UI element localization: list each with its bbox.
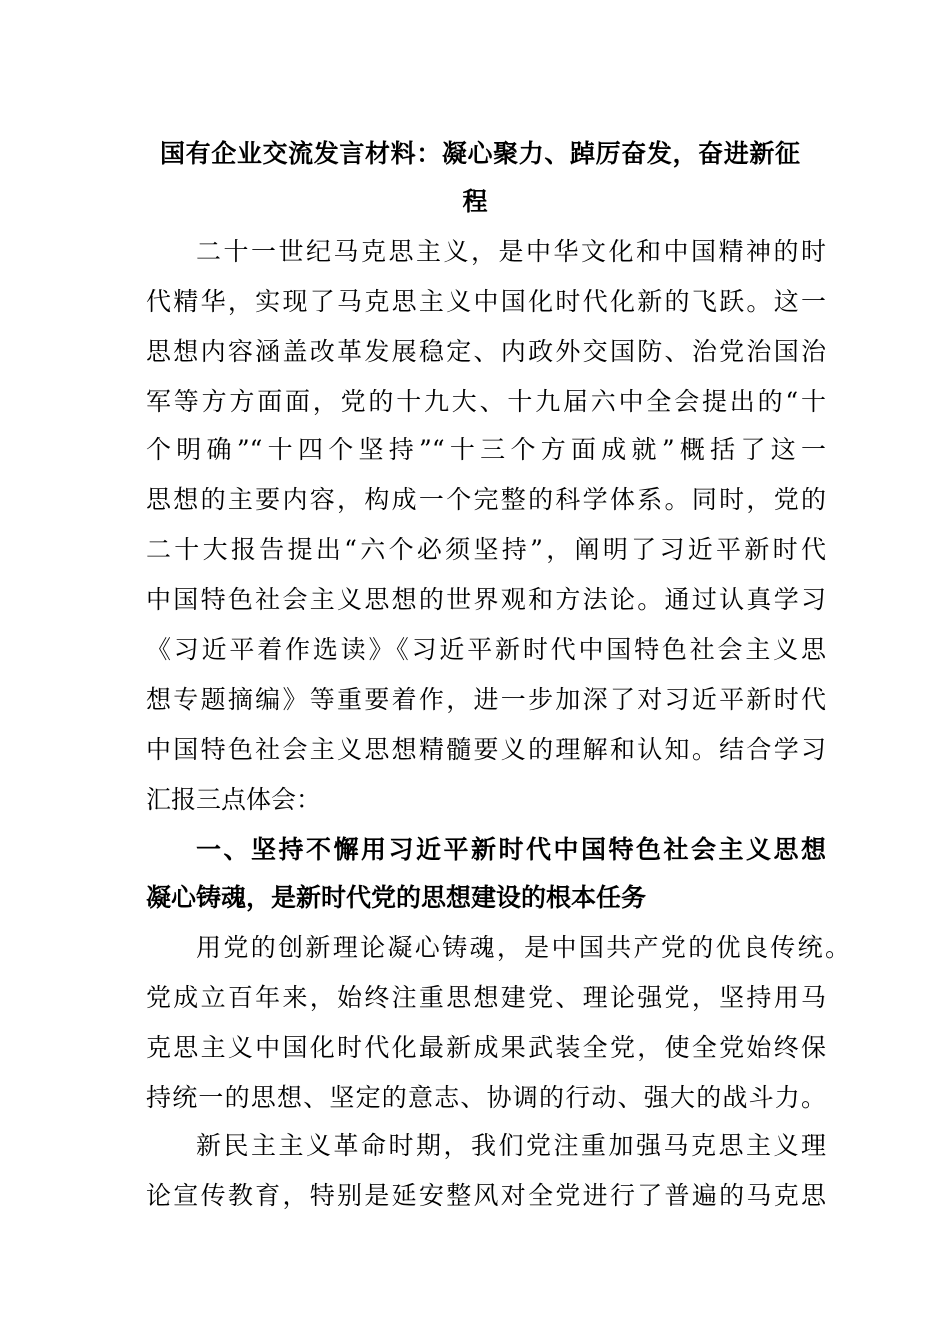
paragraph-1-line: 个明确”“十四个坚持”“十三个方面成就”概括了这一 — [146, 435, 826, 464]
paragraph-1-line: 二十大报告提出“六个必须坚持”，阐明了习近平新时代 — [146, 535, 826, 564]
paragraph-1-line: 思想内容涵盖改革发展稳定、内政外交国防、治党治国治 — [146, 337, 826, 366]
paragraph-2-line: 党成立百年来，始终注重思想建党、理论强党，坚持用马 — [146, 983, 826, 1012]
paragraph-1-line: 想专题摘编》等重要着作，进一步加深了对习近平新时代 — [146, 685, 826, 714]
section-heading-1-line: 凝心铸魂，是新时代党的思想建设的根本任务 — [146, 883, 647, 912]
document-title-line-2: 程 — [462, 187, 488, 216]
paragraph-1-line: 二十一世纪马克思主义，是中华文化和中国精神的时 — [196, 237, 826, 266]
paragraph-1-line: 军等方方面面，党的十九大、十九届六中全会提出的“十 — [146, 387, 826, 416]
paragraph-1-line: 中国特色社会主义思想的世界观和方法论。通过认真学习 — [146, 585, 826, 614]
paragraph-1-line: 《习近平着作选读》《习近平新时代中国特色社会主义思 — [146, 635, 826, 664]
paragraph-3-line: 新民主主义革命时期，我们党注重加强马克思主义理 — [196, 1131, 826, 1160]
paragraph-2-line: 持统一的思想、坚定的意志、协调的行动、强大的战斗力。 — [146, 1083, 826, 1112]
paragraph-1-line: 中国特色社会主义思想精髓要义的理解和认知。结合学习 — [146, 735, 826, 764]
paragraph-1-line: 思想的主要内容，构成一个完整的科学体系。同时，党的 — [146, 485, 826, 514]
paragraph-2-line: 用党的创新理论凝心铸魂，是中国共产党的优良传统。 — [196, 933, 850, 962]
paragraph-1-line: 汇报三点体会： — [146, 785, 322, 814]
section-heading-1-line: 一、坚持不懈用习近平新时代中国特色社会主义思想 — [196, 835, 826, 864]
paragraph-2-line: 克思主义中国化时代化最新成果武装全党，使全党始终保 — [146, 1033, 826, 1062]
paragraph-3-line: 论宣传教育，特别是延安整风对全党进行了普遍的马克思 — [146, 1181, 826, 1210]
paragraph-1-line: 代精华，实现了马克思主义中国化时代化新的飞跃。这一 — [146, 287, 826, 316]
document-title-line-1: 国有企业交流发言材料：凝心聚力、踔厉奋发，奋进新征 — [160, 139, 800, 168]
